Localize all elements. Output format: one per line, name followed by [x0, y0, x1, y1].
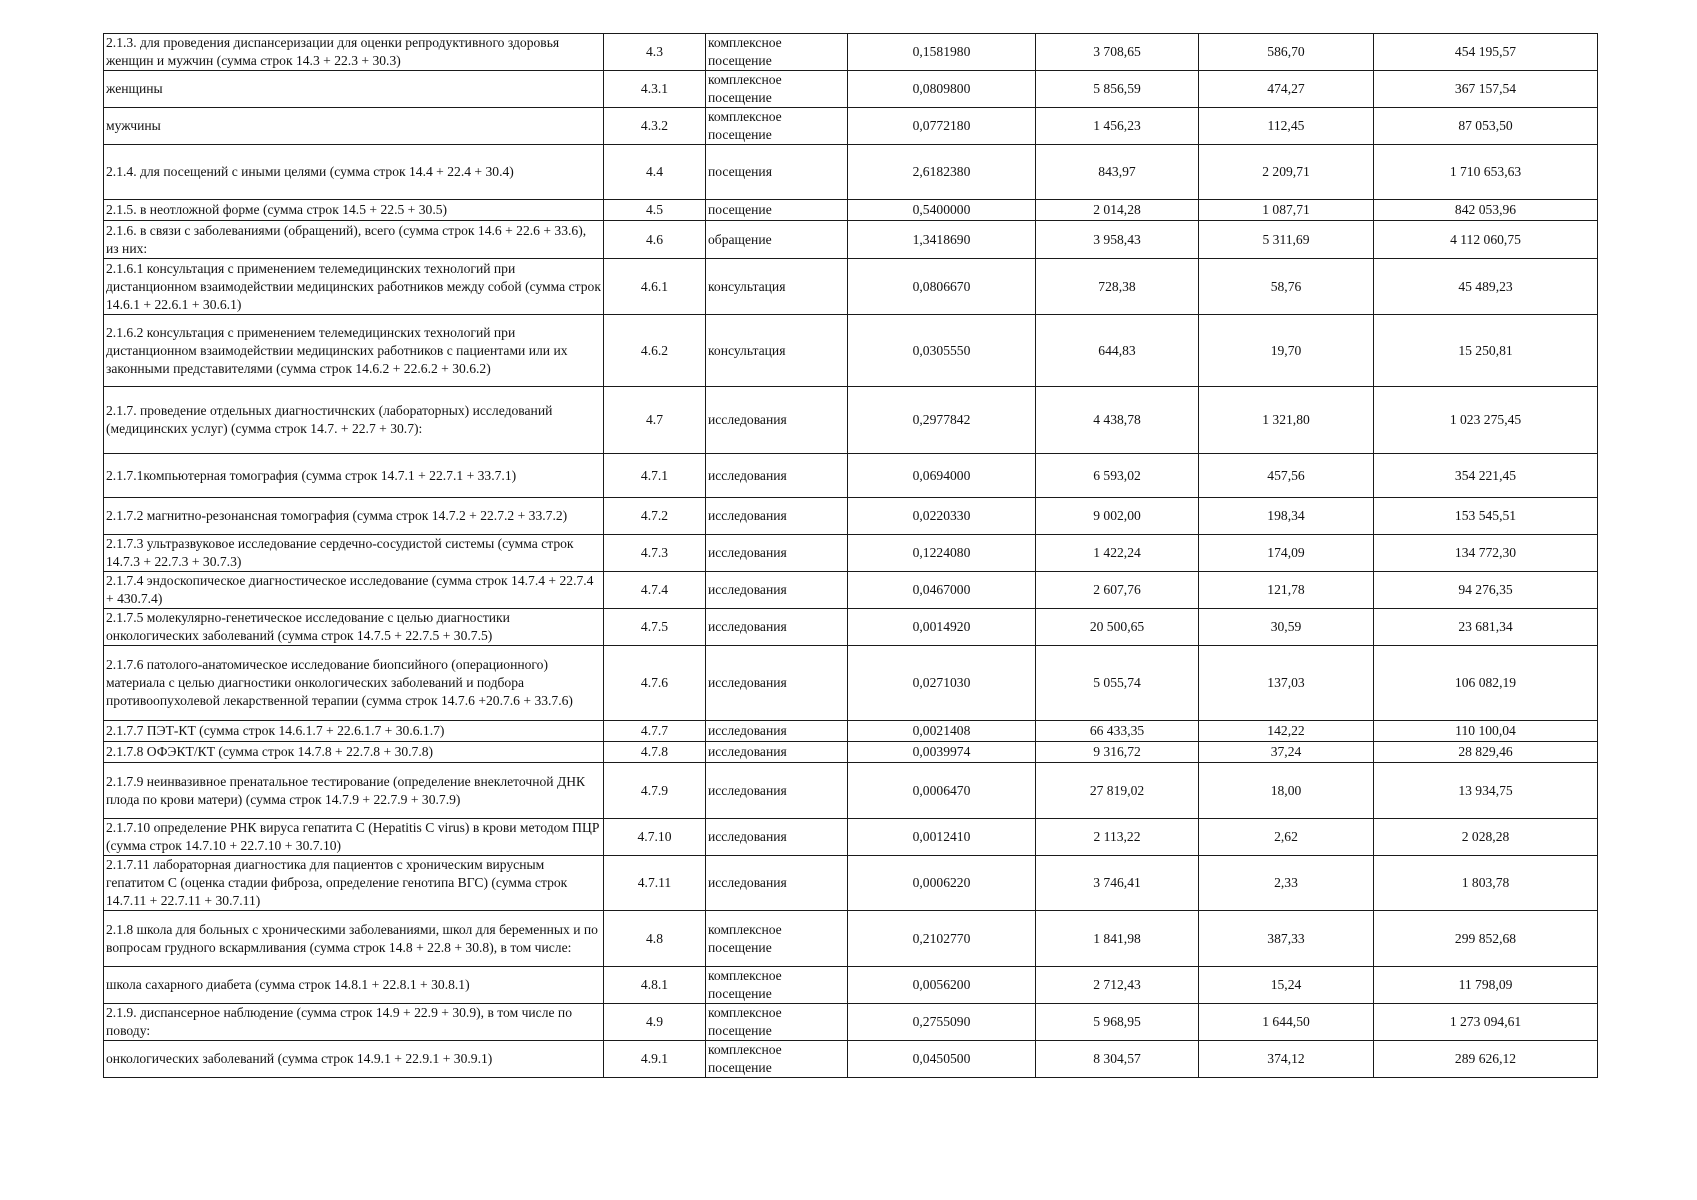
table-body: [104, 34, 1598, 1078]
cell-unit: комплексное посещение: [706, 71, 848, 108]
cell-indicator-name: 2.1.5. в неотложной форме (сумма строк 14.5 + 22.5 + 30.5): [104, 200, 604, 221]
cell-norm-value: 0,0271030: [848, 646, 1036, 721]
cell-row-number: 4.6.1: [604, 259, 706, 315]
table-row: [104, 221, 1598, 259]
cell-norm-value: 0,2755090: [848, 1004, 1036, 1041]
cell-indicator-name: 2.1.7.5 молекулярно-генетическое исследование с целью диагностики онкологических заболеваний (сумма строк 14.7.5 + 22.7.5 + 30.7.5): [104, 609, 604, 646]
cell-total: 110 100,04: [1374, 721, 1598, 742]
table-row: [104, 1041, 1598, 1078]
cell-unit-cost: 2 113,22: [1036, 819, 1199, 856]
table-row: [104, 34, 1598, 71]
cell-unit: комплексное посещение: [706, 34, 848, 71]
cell-per-capita: 30,59: [1199, 609, 1374, 646]
cell-indicator-name: 2.1.7.4 эндоскопическое диагностическое исследование (сумма строк 14.7.4 + 22.7.4 + 430.7.4): [104, 572, 604, 609]
cell-unit: исследования: [706, 535, 848, 572]
table-row: [104, 145, 1598, 200]
table-row: [104, 454, 1598, 498]
cell-unit: комплексное посещение: [706, 911, 848, 967]
cell-per-capita: 137,03: [1199, 646, 1374, 721]
cell-indicator-name: 2.1.8 школа для больных с хроническими заболеваниями, школ для беременных и по вопросам грудного вскармливания (сумма строк 14.8 + 22.8 + 30.8), в том числе:: [104, 911, 604, 967]
cell-row-number: 4.9.1: [604, 1041, 706, 1078]
cell-total: 1 273 094,61: [1374, 1004, 1598, 1041]
cell-per-capita: 1 087,71: [1199, 200, 1374, 221]
cell-indicator-name: 2.1.4. для посещений с иными целями (сумма строк 14.4 + 22.4 + 30.4): [104, 145, 604, 200]
cell-unit-cost: 5 968,95: [1036, 1004, 1199, 1041]
cell-unit-cost: 9 002,00: [1036, 498, 1199, 535]
cell-norm-value: 0,0056200: [848, 967, 1036, 1004]
cell-unit-cost: 3 746,41: [1036, 856, 1199, 911]
cell-unit-cost: 4 438,78: [1036, 387, 1199, 454]
cell-unit: исследования: [706, 572, 848, 609]
cell-row-number: 4.3.2: [604, 108, 706, 145]
document-sheet: [103, 33, 1597, 1078]
cell-total: 13 934,75: [1374, 763, 1598, 819]
cell-indicator-name: 2.1.7.7 ПЭТ-КТ (сумма строк 14.6.1.7 + 22.6.1.7 + 30.6.1.7): [104, 721, 604, 742]
cell-norm-value: 0,5400000: [848, 200, 1036, 221]
cell-norm-value: 0,0021408: [848, 721, 1036, 742]
cell-unit-cost: 8 304,57: [1036, 1041, 1199, 1078]
cell-unit: исследования: [706, 721, 848, 742]
cell-unit: комплексное посещение: [706, 1004, 848, 1041]
cell-per-capita: 387,33: [1199, 911, 1374, 967]
cell-unit-cost: 5 055,74: [1036, 646, 1199, 721]
cell-indicator-name: 2.1.7.8 ОФЭКТ/КТ (сумма строк 14.7.8 + 22.7.8 + 30.7.8): [104, 742, 604, 763]
table-row: [104, 646, 1598, 721]
cell-per-capita: 198,34: [1199, 498, 1374, 535]
cell-indicator-name: 2.1.7.3 ультразвуковое исследование сердечно-сосудистой системы (сумма строк 14.7.3 + 22.7.3 + 30.7.3): [104, 535, 604, 572]
cell-unit-cost: 3 708,65: [1036, 34, 1199, 71]
cell-row-number: 4.4: [604, 145, 706, 200]
cell-indicator-name: 2.1.7.6 патолого-анатомическое исследование биопсийного (операционного) материала с целью диагностики онкологических заболеваний и подбора противоопухолевой лекарственной терапии (сумма строк 14.7.6 +20.7.6 + 33.7.6): [104, 646, 604, 721]
cell-unit-cost: 2 712,43: [1036, 967, 1199, 1004]
cell-total: 28 829,46: [1374, 742, 1598, 763]
cell-unit: исследования: [706, 498, 848, 535]
cell-row-number: 4.7: [604, 387, 706, 454]
cell-norm-value: 0,0809800: [848, 71, 1036, 108]
cell-per-capita: 586,70: [1199, 34, 1374, 71]
cell-per-capita: 112,45: [1199, 108, 1374, 145]
cell-unit-cost: 728,38: [1036, 259, 1199, 315]
cell-norm-value: 0,1224080: [848, 535, 1036, 572]
cell-indicator-name: 2.1.7.2 магнитно-резонансная томография (сумма строк 14.7.2 + 22.7.2 + 33.7.2): [104, 498, 604, 535]
table-row: [104, 535, 1598, 572]
table-row: [104, 108, 1598, 145]
cell-unit-cost: 843,97: [1036, 145, 1199, 200]
cell-total: 2 028,28: [1374, 819, 1598, 856]
cell-per-capita: 121,78: [1199, 572, 1374, 609]
cell-unit-cost: 1 456,23: [1036, 108, 1199, 145]
cell-total: 454 195,57: [1374, 34, 1598, 71]
cell-per-capita: 1 321,80: [1199, 387, 1374, 454]
cell-unit-cost: 5 856,59: [1036, 71, 1199, 108]
cell-norm-value: 0,0450500: [848, 1041, 1036, 1078]
cell-per-capita: 142,22: [1199, 721, 1374, 742]
cell-row-number: 4.7.9: [604, 763, 706, 819]
table-row: [104, 763, 1598, 819]
cell-norm-value: 0,1581980: [848, 34, 1036, 71]
cell-total: 354 221,45: [1374, 454, 1598, 498]
cell-total: 23 681,34: [1374, 609, 1598, 646]
cell-per-capita: 474,27: [1199, 71, 1374, 108]
cell-norm-value: 0,0694000: [848, 454, 1036, 498]
cell-unit-cost: 2 607,76: [1036, 572, 1199, 609]
table-row: [104, 742, 1598, 763]
cell-unit-cost: 3 958,43: [1036, 221, 1199, 259]
cell-per-capita: 2 209,71: [1199, 145, 1374, 200]
cell-total: 1 803,78: [1374, 856, 1598, 911]
cell-unit: исследования: [706, 609, 848, 646]
cell-unit: исследования: [706, 454, 848, 498]
cell-row-number: 4.7.10: [604, 819, 706, 856]
cell-unit: исследования: [706, 646, 848, 721]
cell-indicator-name: 2.1.7.1компьютерная томография (сумма строк 14.7.1 + 22.7.1 + 33.7.1): [104, 454, 604, 498]
cell-per-capita: 18,00: [1199, 763, 1374, 819]
cell-unit: исследования: [706, 819, 848, 856]
cell-per-capita: 1 644,50: [1199, 1004, 1374, 1041]
cell-row-number: 4.7.11: [604, 856, 706, 911]
cell-unit: консультация: [706, 315, 848, 387]
cell-norm-value: 0,0220330: [848, 498, 1036, 535]
cell-unit-cost: 6 593,02: [1036, 454, 1199, 498]
cell-unit-cost: 1 422,24: [1036, 535, 1199, 572]
cell-unit-cost: 1 841,98: [1036, 911, 1199, 967]
table-row: [104, 200, 1598, 221]
cell-indicator-name: 2.1.6.1 консультация с применением телемедицинских технологий при дистанционном взаимодействии медицинских работников между собой (сумма строк 14.6.1 + 22.6.1 + 30.6.1): [104, 259, 604, 315]
cell-total: 106 082,19: [1374, 646, 1598, 721]
cell-total: 153 545,51: [1374, 498, 1598, 535]
cell-row-number: 4.8: [604, 911, 706, 967]
cell-unit-cost: 20 500,65: [1036, 609, 1199, 646]
cell-row-number: 4.7.7: [604, 721, 706, 742]
cell-unit: посещения: [706, 145, 848, 200]
cell-unit: исследования: [706, 856, 848, 911]
cell-total: 45 489,23: [1374, 259, 1598, 315]
table-row: [104, 71, 1598, 108]
cell-row-number: 4.7.1: [604, 454, 706, 498]
cell-row-number: 4.6: [604, 221, 706, 259]
table-row: [104, 572, 1598, 609]
table-row: [104, 498, 1598, 535]
cell-unit: комплексное посещение: [706, 967, 848, 1004]
cell-per-capita: 374,12: [1199, 1041, 1374, 1078]
cell-row-number: 4.5: [604, 200, 706, 221]
cell-unit-cost: 2 014,28: [1036, 200, 1199, 221]
cell-norm-value: 0,0467000: [848, 572, 1036, 609]
cell-row-number: 4.7.2: [604, 498, 706, 535]
cell-indicator-name: 2.1.7.9 неинвазивное пренатальное тестирование (определение внеклеточной ДНК плода по крови матери) (сумма строк 14.7.9 + 22.7.9 + 30.7.9): [104, 763, 604, 819]
cell-per-capita: 15,24: [1199, 967, 1374, 1004]
cell-row-number: 4.7.8: [604, 742, 706, 763]
cell-total: 4 112 060,75: [1374, 221, 1598, 259]
cell-unit: обращение: [706, 221, 848, 259]
cell-norm-value: 0,2102770: [848, 911, 1036, 967]
cell-row-number: 4.7.5: [604, 609, 706, 646]
cell-norm-value: 0,0772180: [848, 108, 1036, 145]
cell-total: 1 710 653,63: [1374, 145, 1598, 200]
data-table: [103, 33, 1598, 1078]
cell-per-capita: 2,62: [1199, 819, 1374, 856]
cell-norm-value: 0,0006220: [848, 856, 1036, 911]
cell-per-capita: 5 311,69: [1199, 221, 1374, 259]
table-row: [104, 856, 1598, 911]
table-row: [104, 387, 1598, 454]
cell-total: 15 250,81: [1374, 315, 1598, 387]
cell-unit-cost: 644,83: [1036, 315, 1199, 387]
table-row: [104, 1004, 1598, 1041]
cell-norm-value: 1,3418690: [848, 221, 1036, 259]
cell-indicator-name: 2.1.7.10 определение РНК вируса гепатита С (Hepatitis C virus) в крови методом ПЦР (сумма строк 14.7.10 + 22.7.10 + 30.7.10): [104, 819, 604, 856]
cell-row-number: 4.7.4: [604, 572, 706, 609]
table-row: [104, 721, 1598, 742]
table-row: [104, 259, 1598, 315]
cell-unit: исследования: [706, 763, 848, 819]
cell-total: 94 276,35: [1374, 572, 1598, 609]
cell-indicator-name: 2.1.3. для проведения диспансеризации для оценки репродуктивного здоровья женщин и мужчин (сумма строк 14.3 + 22.3 + 30.3): [104, 34, 604, 71]
cell-norm-value: 0,0014920: [848, 609, 1036, 646]
cell-per-capita: 19,70: [1199, 315, 1374, 387]
cell-row-number: 4.6.2: [604, 315, 706, 387]
cell-norm-value: 0,0012410: [848, 819, 1036, 856]
cell-norm-value: 2,6182380: [848, 145, 1036, 200]
cell-unit-cost: 27 819,02: [1036, 763, 1199, 819]
cell-unit: исследования: [706, 742, 848, 763]
cell-total: 134 772,30: [1374, 535, 1598, 572]
cell-unit: консультация: [706, 259, 848, 315]
table-row: [104, 967, 1598, 1004]
cell-row-number: 4.3.1: [604, 71, 706, 108]
table-row: [104, 819, 1598, 856]
cell-norm-value: 0,2977842: [848, 387, 1036, 454]
cell-per-capita: 37,24: [1199, 742, 1374, 763]
cell-total: 842 053,96: [1374, 200, 1598, 221]
cell-unit-cost: 9 316,72: [1036, 742, 1199, 763]
cell-row-number: 4.3: [604, 34, 706, 71]
cell-row-number: 4.8.1: [604, 967, 706, 1004]
cell-total: 11 798,09: [1374, 967, 1598, 1004]
cell-indicator-name: онкологических заболеваний (сумма строк 14.9.1 + 22.9.1 + 30.9.1): [104, 1041, 604, 1078]
cell-indicator-name: 2.1.7.11 лабораторная диагностика для пациентов с хроническим вирусным гепатитом С (оценка стадии фиброза, определение генотипа ВГС) (сумма строк 14.7.11 + 22.7.11 + 30.7.11): [104, 856, 604, 911]
table-row: [104, 315, 1598, 387]
cell-total: 289 626,12: [1374, 1041, 1598, 1078]
cell-per-capita: 174,09: [1199, 535, 1374, 572]
cell-per-capita: 457,56: [1199, 454, 1374, 498]
cell-per-capita: 2,33: [1199, 856, 1374, 911]
cell-unit: исследования: [706, 387, 848, 454]
cell-per-capita: 58,76: [1199, 259, 1374, 315]
cell-total: 1 023 275,45: [1374, 387, 1598, 454]
cell-indicator-name: женщины: [104, 71, 604, 108]
cell-indicator-name: мужчины: [104, 108, 604, 145]
cell-indicator-name: школа сахарного диабета (сумма строк 14.8.1 + 22.8.1 + 30.8.1): [104, 967, 604, 1004]
cell-total: 367 157,54: [1374, 71, 1598, 108]
cell-total: 87 053,50: [1374, 108, 1598, 145]
cell-row-number: 4.9: [604, 1004, 706, 1041]
cell-indicator-name: 2.1.6.2 консультация с применением телемедицинских технологий при дистанционном взаимодействии медицинских работников с пациентами или их законными представителями (сумма строк 14.6.2 + 22.6.2 + 30.6.2): [104, 315, 604, 387]
cell-unit-cost: 66 433,35: [1036, 721, 1199, 742]
cell-row-number: 4.7.6: [604, 646, 706, 721]
cell-indicator-name: 2.1.9. диспансерное наблюдение (сумма строк 14.9 + 22.9 + 30.9), в том числе по поводу:: [104, 1004, 604, 1041]
cell-row-number: 4.7.3: [604, 535, 706, 572]
cell-norm-value: 0,0006470: [848, 763, 1036, 819]
table-row: [104, 911, 1598, 967]
cell-unit: посещение: [706, 200, 848, 221]
cell-unit: комплексное посещение: [706, 1041, 848, 1078]
cell-indicator-name: 2.1.7. проведение отдельных диагностичнских (лабораторных) исследований (медицинских услуг) (сумма строк 14.7. + 22.7 + 30.7):: [104, 387, 604, 454]
cell-indicator-name: 2.1.6. в связи с заболеваниями (обращений), всего (сумма строк 14.6 + 22.6 + 33.6), из них:: [104, 221, 604, 259]
cell-norm-value: 0,0305550: [848, 315, 1036, 387]
cell-norm-value: 0,0806670: [848, 259, 1036, 315]
cell-norm-value: 0,0039974: [848, 742, 1036, 763]
cell-total: 299 852,68: [1374, 911, 1598, 967]
cell-unit: комплексное посещение: [706, 108, 848, 145]
table-row: [104, 609, 1598, 646]
